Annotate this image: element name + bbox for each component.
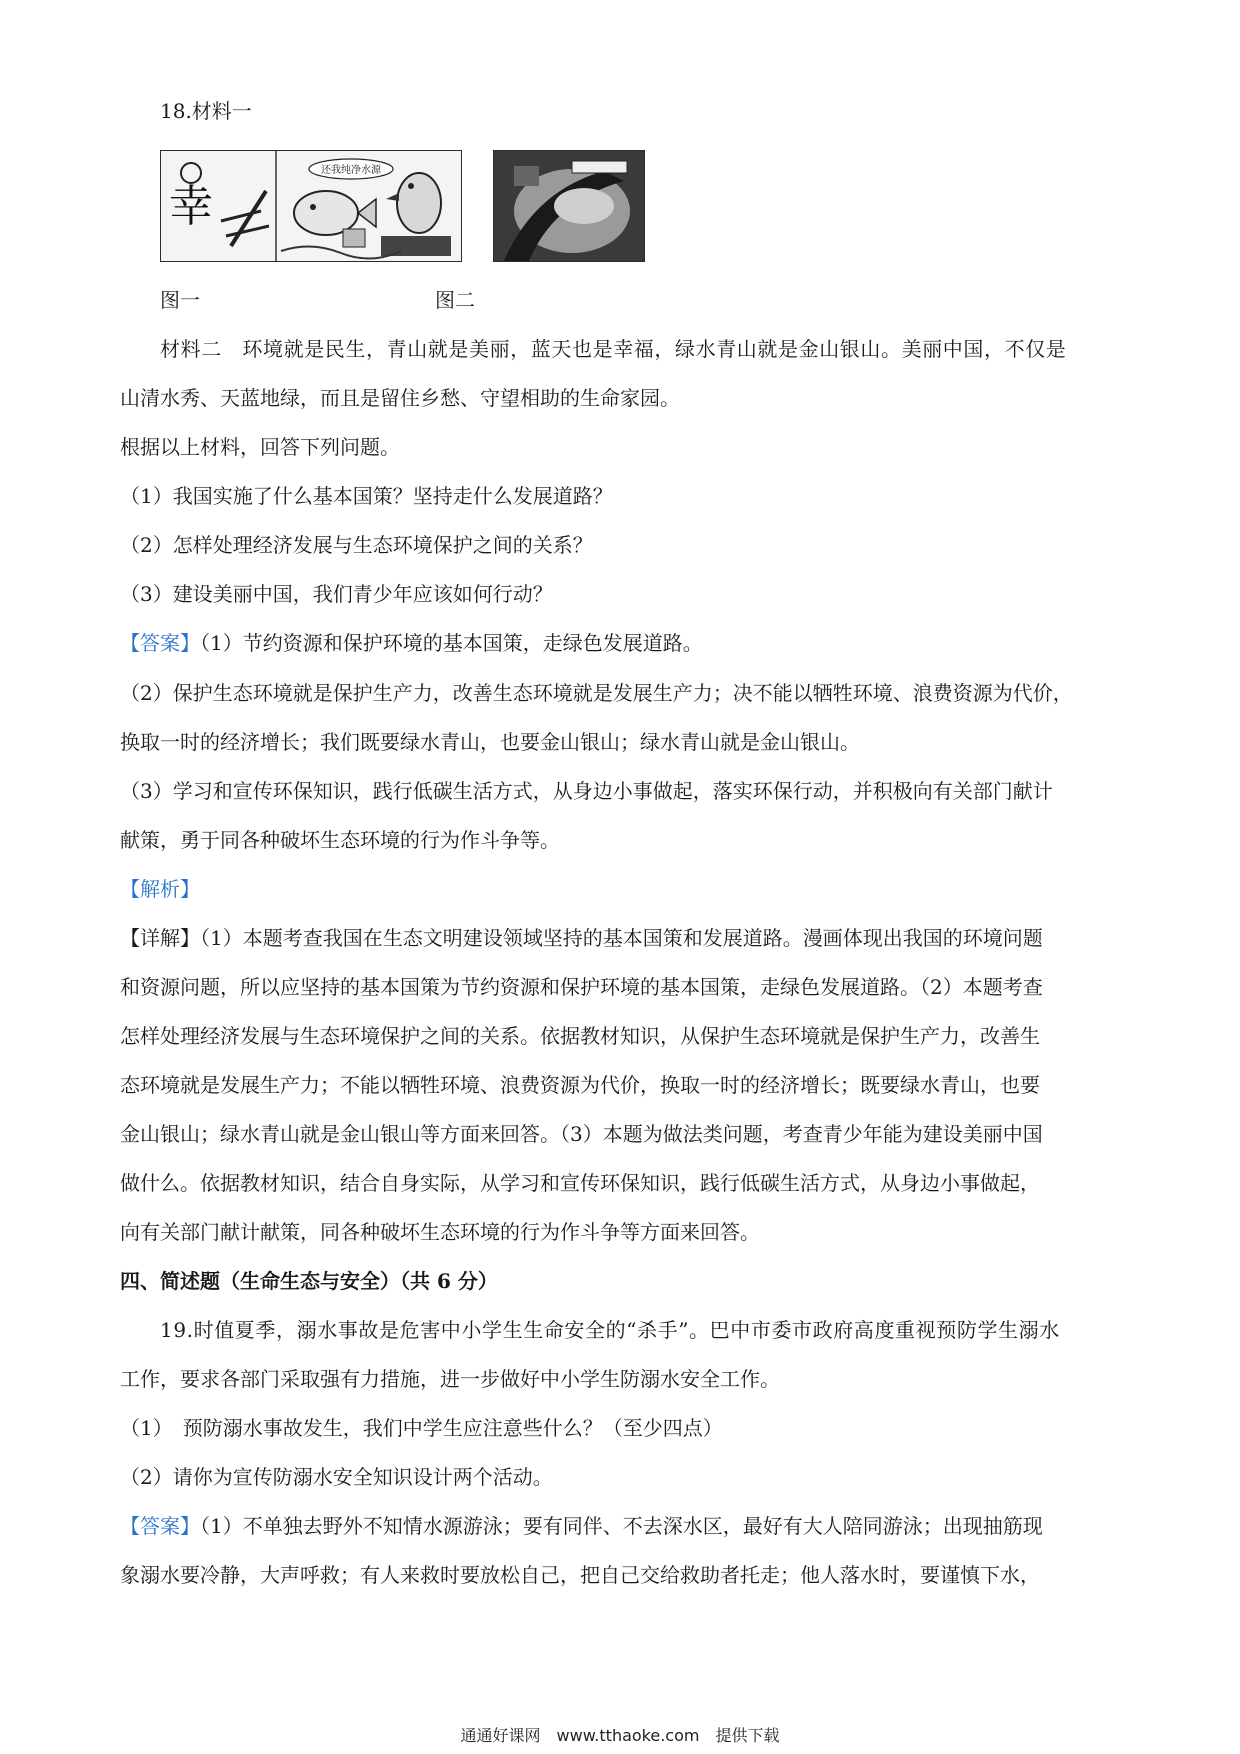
- detail-line-5: 金山银山；绿水青山就是金山银山等方面来回答。（3）本题为做法类问题，考查青少年能为建设美丽中国: [120, 1122, 1043, 1146]
- question-19-stem-line-1: 19.时值夏季，溺水事故是危害中小学生生命安全的“杀手”。巴中市委市政府高度重视预防学生溺水: [160, 1318, 1060, 1342]
- instruction-text: 根据以上材料，回答下列问题。: [120, 435, 400, 459]
- question-19-part-1: （1） 预防溺水事故发生，我们中学生应注意些什么？（至少四点）: [120, 1416, 723, 1440]
- detail-line-3: 怎样处理经济发展与生态环境保护之间的关系。依据教材知识，从保护生态环境就是保护生产力，改善生: [120, 1024, 1040, 1048]
- material-two-line-1: 材料二 环境就是民生，青山就是美丽，蓝天也是幸福，绿水青山就是金山银山。美丽中国，不仅是: [160, 337, 1067, 361]
- figure-one-cartoon: [160, 150, 462, 262]
- material-two-line-2: 山清水秀、天蓝地绿，而且是留住乡愁、守望相助的生命家园。: [120, 386, 680, 410]
- answer-tag: 【答案】: [120, 1514, 200, 1538]
- question-18-part-2: （2）怎样处理经济发展与生态环境保护之间的关系？: [120, 533, 593, 557]
- answer-18-part-1: （1）节约资源和保护环境的基本国策，走绿色发展道路。: [200, 631, 703, 655]
- figure-two-label: 图二: [435, 288, 475, 312]
- answer-18-part-2-line-1: （2）保护生态环境就是保护生产力，改善生态环境就是发展生产力；决不能以牺牲环境、浪费资源为代价，: [120, 681, 1073, 705]
- answer-tag: 【答案】: [120, 631, 200, 655]
- question-19-part-2: （2）请你为宣传防溺水安全知识设计两个活动。: [120, 1465, 553, 1489]
- detail-line-7: 向有关部门献计献策，同各种破坏生态环境的行为作斗争等方面来回答。: [120, 1220, 760, 1244]
- figure-two-image: [493, 150, 645, 262]
- answer-18-part-3-line-2: 献策，勇于同各种破坏生态环境的行为作斗争等。: [120, 828, 560, 852]
- detail-line-6: 做什么。依据教材知识，结合自身实际，从学习和宣传环保知识，践行低碳生活方式，从身边小事做起，: [120, 1171, 1040, 1195]
- detail-tag: 【详解】: [120, 926, 200, 950]
- section-four-heading: 四、简述题（生命生态与安全）（共 6 分）: [120, 1269, 498, 1293]
- answer-18-part-3-line-1: （3）学习和宣传环保知识，践行低碳生活方式，从身边小事做起，落实环保行动，并积极向有关部门献计: [120, 779, 1053, 803]
- figure-one-label: 图一: [160, 288, 200, 312]
- landscape-illustration: [494, 151, 644, 261]
- detail-line-4: 态环境就是发展生产力；不能以牺牲环境、浪费资源为代价，换取一时的经济增长；既要绿水青山，也要: [120, 1073, 1040, 1097]
- question-18-part-3: （3）建设美丽中国，我们青少年应该如何行动？: [120, 582, 553, 606]
- answer-18-line-1: [120, 630, 1130, 656]
- question-18-part-1: （1）我国实施了什么基本国策？坚持走什么发展道路？: [120, 484, 613, 508]
- cartoon-character-glyph: 幸: [169, 181, 213, 232]
- answer-18-part-2-line-2: 换取一时的经济增长；我们既要绿水青山，也要金山银山；绿水青山就是金山银山。: [120, 730, 860, 754]
- answer-19-line-2: 象溺水要冷静，大声呼救；有人来救时要放松自己，把自己交给救助者托走；他人落水时，要谨慎下水，: [120, 1563, 1040, 1587]
- answer-19-line-1: [120, 1513, 1130, 1539]
- detail-line-1: [120, 925, 1130, 951]
- question-18-title: 18.材料一: [160, 99, 252, 123]
- answer-19-text-1: （1）不单独去野外不知情水源游泳；要有同伴、不去深水区，最好有大人陪同游泳；出现抽筋现: [200, 1514, 1043, 1538]
- detail-line-2: 和资源问题，所以应坚持的基本国策为节约资源和保护环境的基本国策，走绿色发展道路。（2）本题考查: [120, 975, 1043, 999]
- detail-text-1: （1）本题考查我国在生态文明建设领域坚持的基本国策和发展道路。漫画体现出我国的环境问题: [200, 926, 1043, 950]
- analysis-tag: 【解析】: [120, 877, 200, 901]
- question-19-stem-line-2: 工作，要求各部门采取强有力措施，进一步做好中小学生防溺水安全工作。: [120, 1367, 780, 1391]
- cartoon-speech-text: 还我纯净水源: [321, 165, 381, 176]
- page-footer: 通通好课网 www.tthaoke.com 提供下载: [460, 1726, 780, 1745]
- cartoon-illustration: [161, 151, 461, 261]
